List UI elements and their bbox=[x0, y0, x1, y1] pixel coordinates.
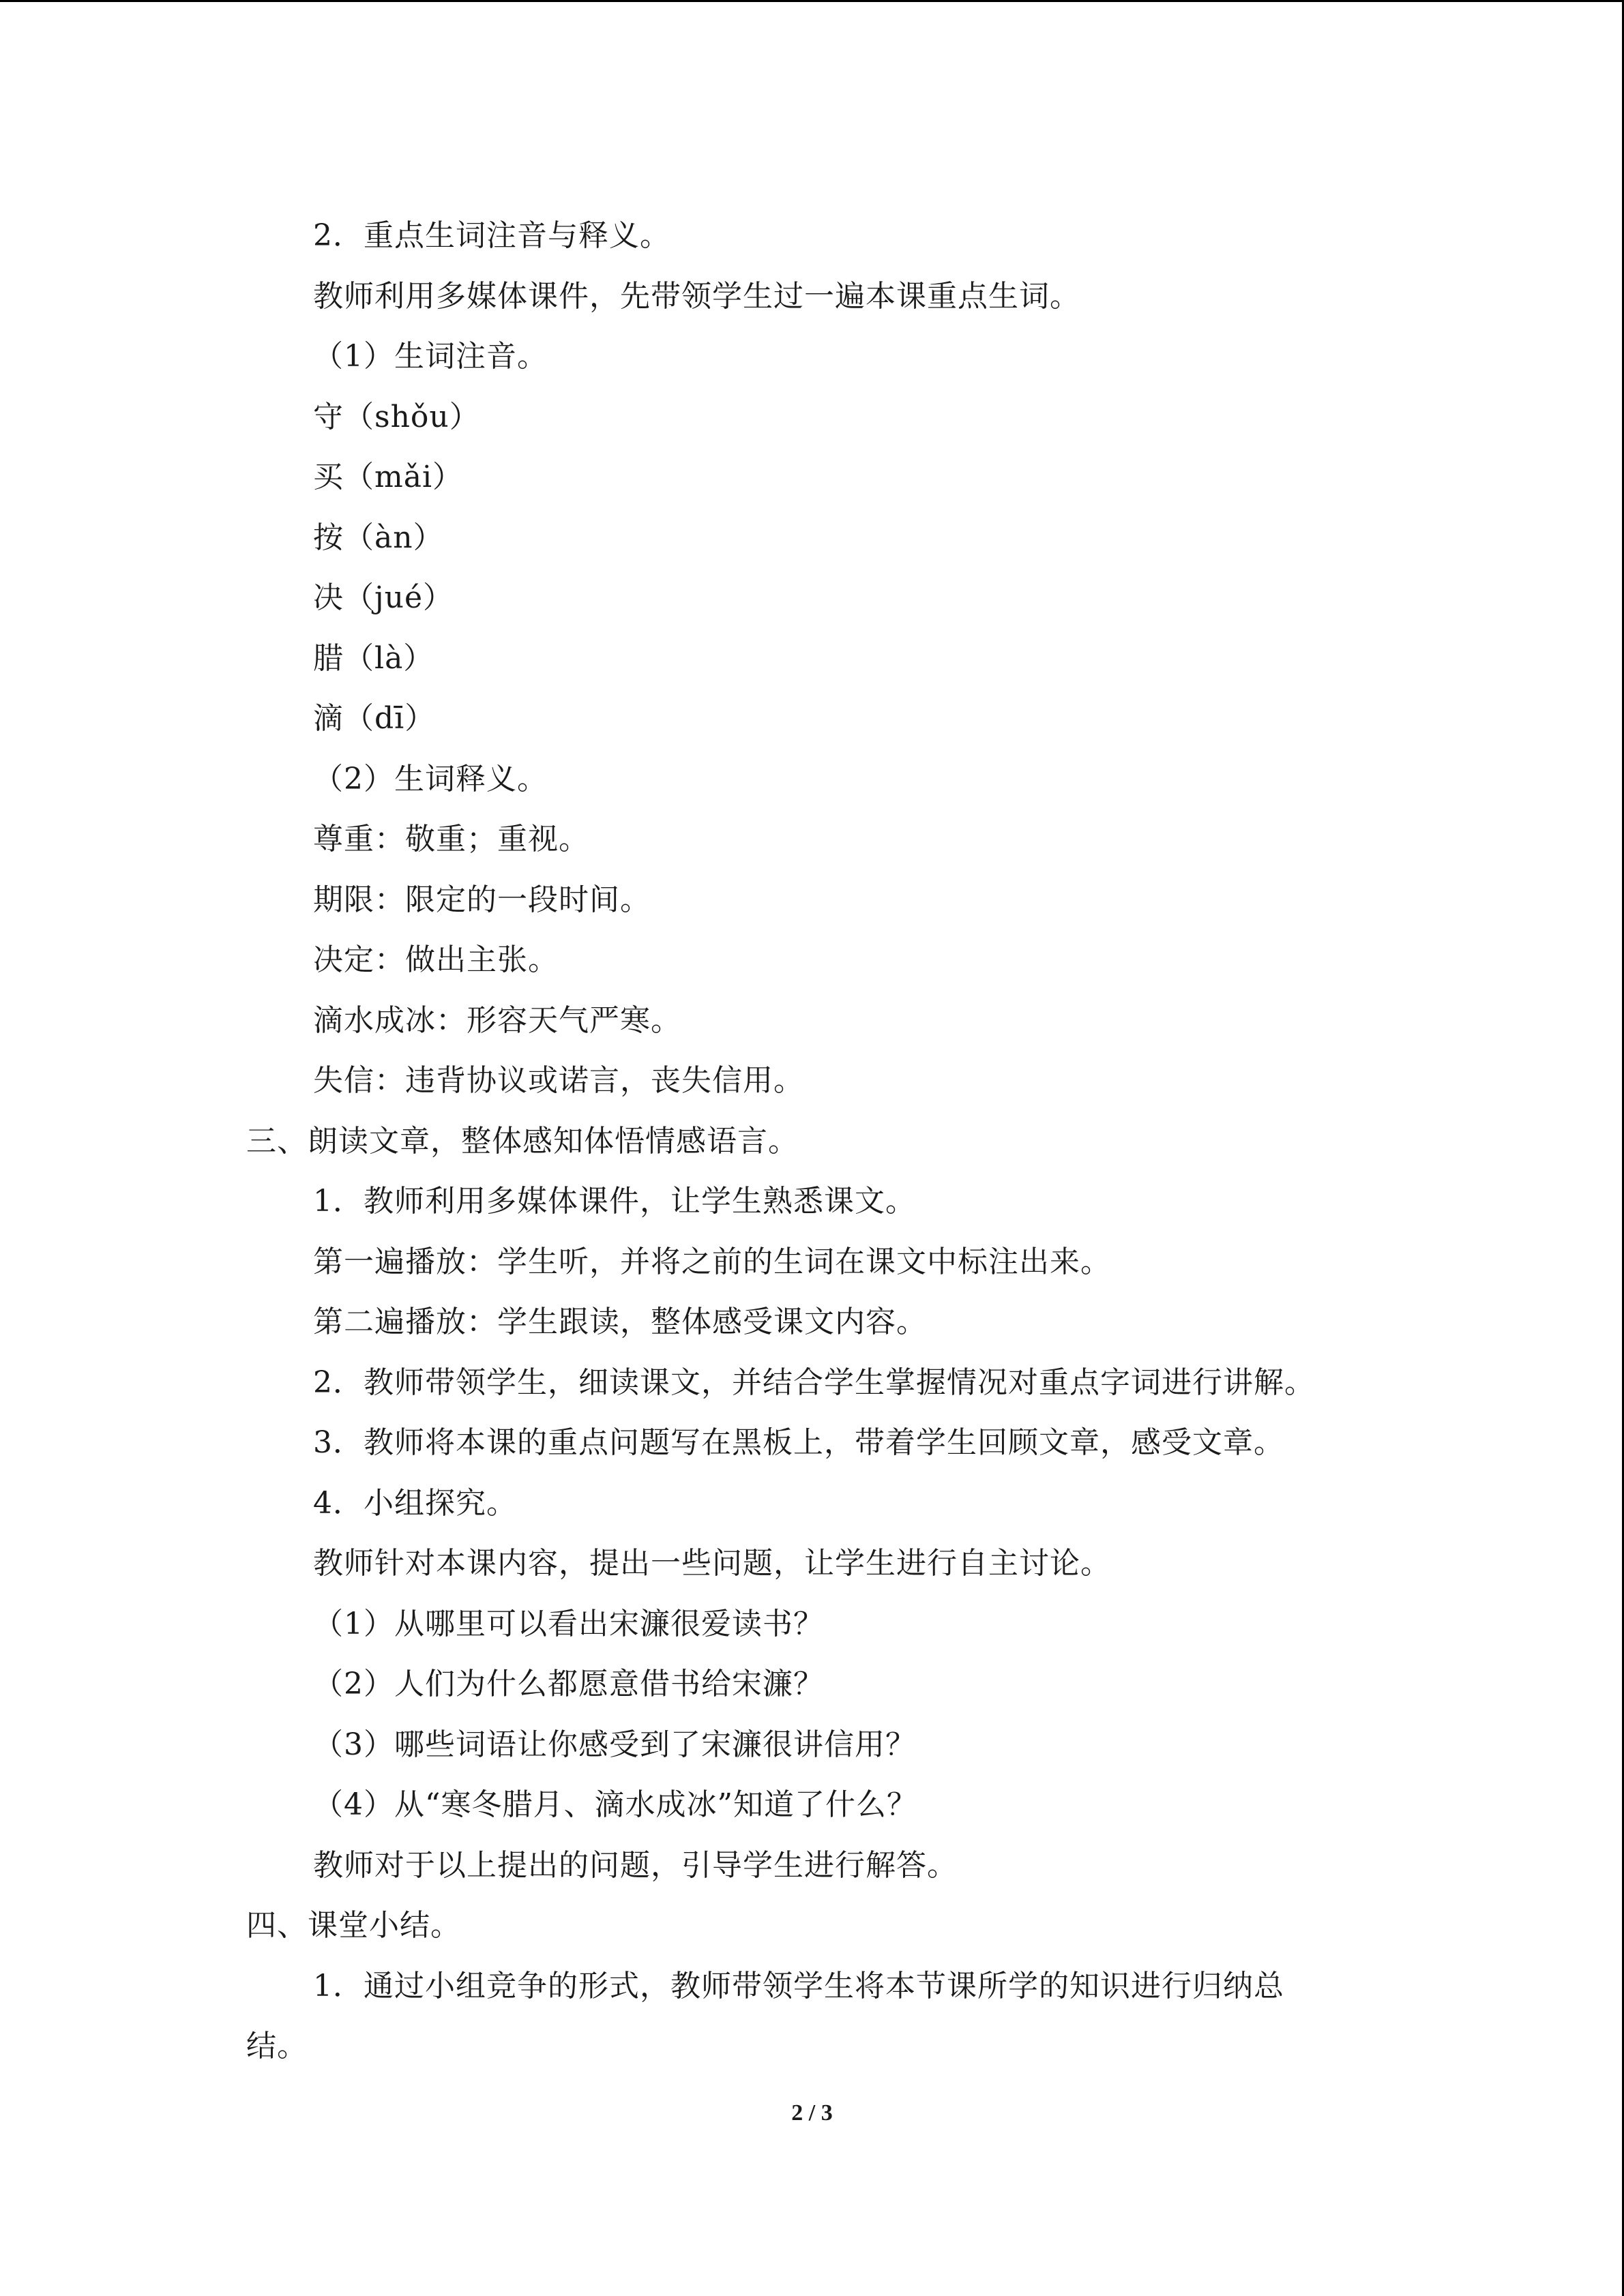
text-line: 决定：做出主张。 bbox=[313, 942, 559, 977]
text-line: （1）从哪里可以看出宋濂很爱读书？ bbox=[313, 1607, 824, 1641]
text-line: 尊重：敬重；重视。 bbox=[313, 822, 589, 856]
text-line: 滴（dī） bbox=[313, 701, 436, 736]
text-line: 1．教师利用多媒体课件，让学生熟悉课文。 bbox=[313, 1184, 916, 1219]
text-line: 腊（là） bbox=[313, 641, 434, 676]
page-number: 2 / 3 bbox=[791, 2100, 833, 2126]
text-line: 失信：违背协议或诺言，丧失信用。 bbox=[313, 1063, 804, 1098]
text-line: 四、课堂小结。 bbox=[246, 1908, 461, 1943]
text-line: 结。 bbox=[246, 2029, 308, 2063]
text-line: 3．教师将本课的重点问题写在黑板上，带着学生回顾文章，感受文章。 bbox=[313, 1425, 1284, 1460]
text-line: （2）人们为什么都愿意借书给宋濂？ bbox=[313, 1667, 824, 1701]
text-line: 2．重点生词注音与释义。 bbox=[313, 218, 670, 253]
text-line: 教师对于以上提出的问题，引导学生进行解答。 bbox=[313, 1848, 958, 1883]
text-line: 买（mǎi） bbox=[313, 460, 464, 494]
page-border-top bbox=[0, 0, 1624, 2]
text-line: 第二遍播放：学生跟读，整体感受课文内容。 bbox=[313, 1304, 927, 1339]
text-line: 教师针对本课内容，提出一些问题，让学生进行自主讨论。 bbox=[313, 1546, 1111, 1581]
text-line: 2．教师带领学生，细读课文，并结合学生掌握情况对重点字词进行讲解。 bbox=[313, 1365, 1315, 1400]
text-line: 期限：限定的一段时间。 bbox=[313, 882, 651, 917]
text-line: （3）哪些词语让你感受到了宋濂很讲信用？ bbox=[313, 1727, 916, 1762]
text-line: 守（shǒu） bbox=[313, 400, 480, 434]
text-line: （2）生词释义。 bbox=[313, 762, 548, 796]
text-line: （4）从“寒冬腊月、滴水成冰”知道了什么？ bbox=[313, 1787, 917, 1822]
text-line: （1）生词注音。 bbox=[313, 339, 548, 374]
text-line: 1．通过小组竞争的形式，教师带领学生将本节课所学的知识进行归纳总 bbox=[313, 1969, 1284, 2003]
text-line: 教师利用多媒体课件，先带领学生过一遍本课重点生词。 bbox=[313, 279, 1080, 314]
text-line: 滴水成冰：形容天气严寒。 bbox=[313, 1003, 681, 1038]
text-line: 三、朗读文章，整体感知体悟情感语言。 bbox=[246, 1124, 799, 1159]
text-line: 按（àn） bbox=[313, 520, 444, 555]
text-line: 4．小组探究。 bbox=[313, 1486, 517, 1521]
text-line: 决（jué） bbox=[313, 580, 454, 615]
text-line: 第一遍播放：学生听，并将之前的生词在课文中标注出来。 bbox=[313, 1244, 1111, 1279]
